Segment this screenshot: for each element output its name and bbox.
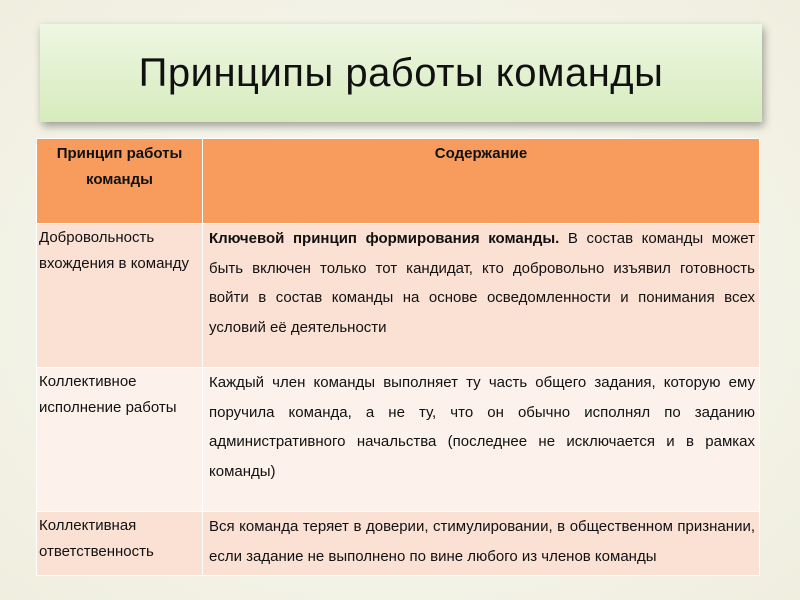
- title-box: [40, 24, 762, 122]
- table-row: [37, 368, 760, 512]
- content-text: Каждый член команды выполняет ту часть общего задания, которую ему поручила команда, а не ту, что он обычно исполнял по заданию административного начальства (последнее не исключается и в рамках команды): [209, 374, 755, 480]
- page-title: Принципы работы команды: [138, 50, 664, 95]
- table-row: [37, 512, 760, 576]
- header-content: Содержание: [203, 139, 760, 224]
- principle-cell: Коллективное исполнение работы: [37, 368, 203, 512]
- header-principle: Принцип работы команды: [37, 139, 203, 224]
- table-header-row: [37, 139, 760, 224]
- principle-cell: Коллективная ответственность: [37, 512, 203, 576]
- content-cell: [203, 512, 760, 576]
- principle-cell: Добровольность вхождения в команду: [37, 224, 203, 368]
- content-bold-text: Ключевой принцип формирования команды.: [209, 230, 560, 247]
- content-text: В состав команды может быть включен только тот кандидат, кто добровольно изъявил готовность войти в состав команды на основе осведомленности и понимания всех условий её деятельности: [209, 230, 755, 336]
- content-cell: [203, 224, 760, 368]
- content-cell: [203, 368, 760, 512]
- content-text: Вся команда теряет в доверии, стимулировании, в общественном признании, если задание не выполнено по вине любого из членов команды: [209, 518, 755, 565]
- principles-table: [36, 138, 760, 576]
- table-row: [37, 224, 760, 368]
